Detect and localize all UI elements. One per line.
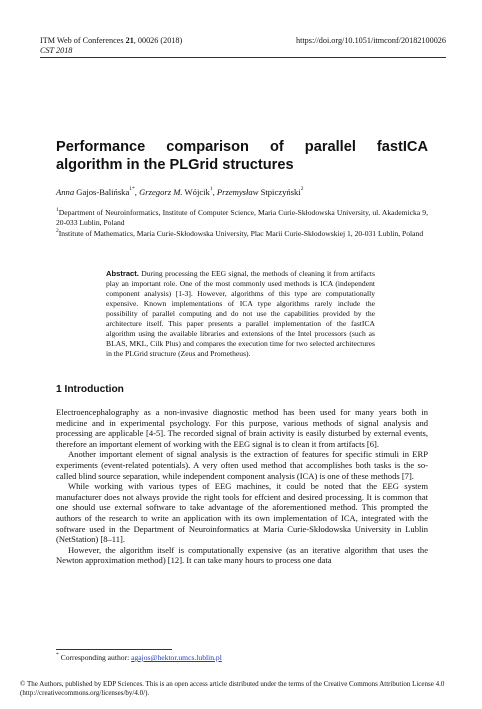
abstract-label: Abstract. xyxy=(106,269,139,278)
footnote-divider xyxy=(56,649,172,650)
author: Anna Gajos-Balińska$^{1*}$ xyxy=(56,186,135,197)
footnote: * Corresponding author: agajos@hektor.umcs.lublin.pl xyxy=(56,652,222,662)
running-header-left xyxy=(40,36,182,56)
conference-name: CST 2018 xyxy=(40,46,73,55)
paragraph: While working with various types of EEG machines, it could be noted that the EEG system manufacturer does not always provide the right tools for effcient and desired processing. It is common that one should use external software to take advantage of the aforementioned method. This prompted the authors of the research to write an application with its own implementation of ICA, integrated with the software used in the Department of Neuroinformatics at Maria Curie-Skłodowska University in Lublin (NetStation) [8–11]. xyxy=(56,481,428,545)
body-text xyxy=(56,407,428,566)
author-list: Anna Gajos-Balińska$^{1*}$, Grzegorz M. Wójcik$^1$, Przemysław Stpiczyński$^2$ xyxy=(56,186,304,197)
affiliation: $^2$Institute of Mathematics, Maria Curie-Skłodowska University, Plac Marii Curie-Skłodowskiej 1, 20-031 Lublin, Poland xyxy=(56,228,424,238)
paragraph: Electroencephalography as a non-invasive diagnostic method has been used for many years both in medicine and in experimental psychology. For this purpose, various methods of signal analysis and processing are applicable [4-5]. The recorded signal of brain activity is easily disturbed by external events, therefore an important element of working with the EEG signal is to clean it from artifacts [6]. xyxy=(56,407,428,449)
author: Przemysław Stpiczyński$^2$ xyxy=(216,186,304,197)
paper-title: Performance comparison of parallel fastICA algorithm in the PLGrid structures xyxy=(56,139,428,173)
author: Grzegorz M. Wójcik$^1$ xyxy=(139,186,213,197)
abstract xyxy=(106,269,375,359)
volume-number: 21 xyxy=(125,36,134,45)
doi-link[interactable]: https://doi.org/10.1051/itmconf/20182100026 xyxy=(296,36,446,45)
corresponding-email-link[interactable]: agajos@hektor.umcs.lublin.pl xyxy=(131,653,222,662)
abstract-text: During processing the EEG signal, the methods of cleaning it from artifacts play an important role. One of the most commonly used methods is ICA (independent component analysis) [1-3]. However, algorithms of this type are computationally expensive. Known implementations of ICA type algorithms rarely include the possibility of parallel computing and do not use the capabilities provided by the architecture itself. This paper presents a parallel implementation of the fastICA algorithm using the available libraries and extensions of the Intel processors (such as BLAS, MKL, Cilk Plus) and compares the execution time for two selected architectures in the PLGrid structure (Zeus and Prometheus). xyxy=(106,269,375,358)
journal-line: ITM Web of Conferences 21, 00026 (2018) xyxy=(40,36,183,45)
license-notice: © The Authors, published by EDP Sciences. This is an open access article distributed under the terms of the Creative Commons Attribution License 4.0 (http://creativecommons.org/licenses/by/4.0/). xyxy=(20,680,445,697)
section-heading: 1 Introduction xyxy=(56,384,124,395)
affiliation: $^1$Department of Neuroinformatics, Institute of Computer Science, Maria Curie-Skłodowska University, ul. Akademicka 9, 20-033 Lublin, Poland xyxy=(56,207,428,227)
paragraph: Another important element of signal analysis is the extraction of features for specific stimuli in ERP experiments (event-related potentials). A very often used method that accomplishes both tasks is the so-called blind source separation, while independent component analysis (ICA) is one of these methods [7]. xyxy=(56,449,428,481)
paragraph: However, the algorithm itself is computationally expensive (as an iterative algorithm that uses the Newton approximation method) [12]. It can take many hours to process one data xyxy=(56,544,428,566)
header-divider xyxy=(40,57,446,58)
